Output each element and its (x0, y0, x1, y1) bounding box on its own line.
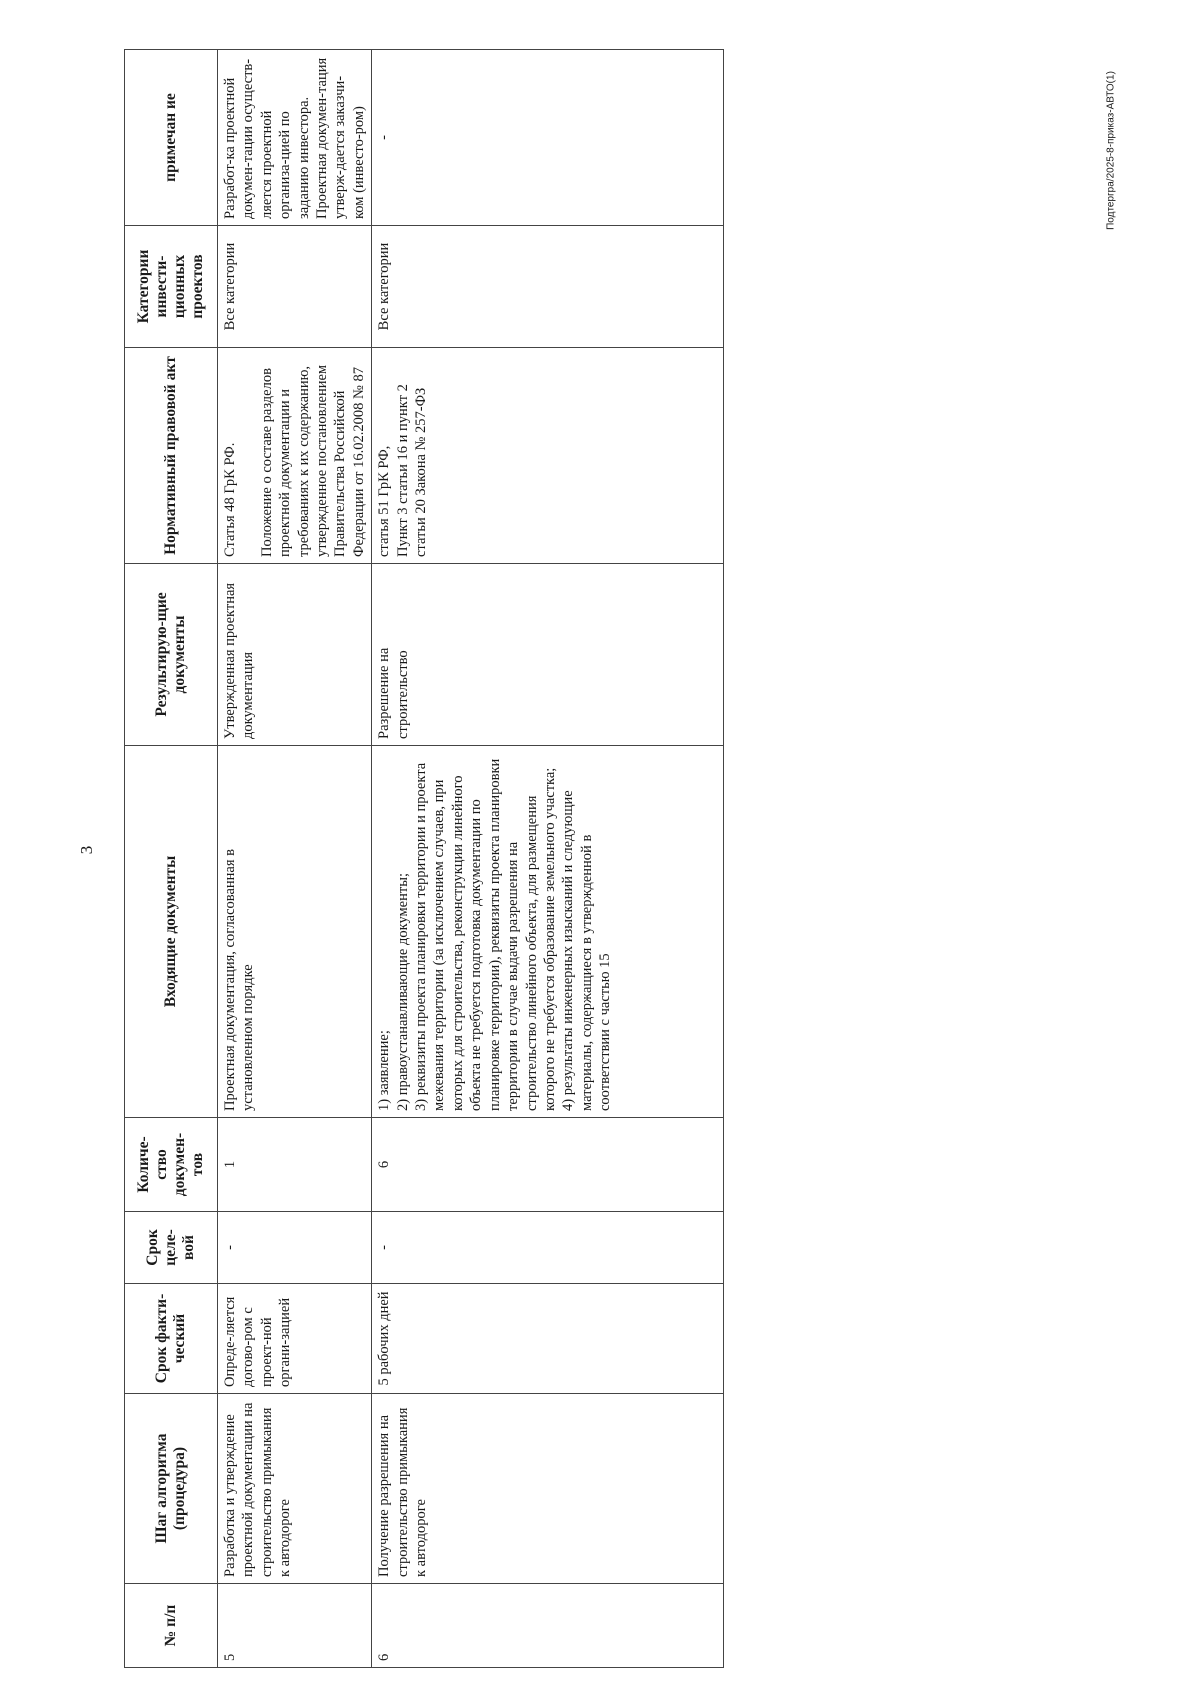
cell-result-docs: Утвержденная проектная документация (218, 564, 372, 746)
cell-actual-term: Опреде-ляется догово-ром с проект-ной органи-зацией (218, 1284, 372, 1394)
cell-input-docs: 1) заявление; 2) правоустанавливающие документы; 3) реквизиты проекта планировки территории и проекта межевания территории (за исключением случаев, при которых для строительства, реконструкции линейного объекта не требуется подготовка документации по планировке территории), реквизиты проекта планировки территории в случае выдачи разрешения на строительство линейного объекта, для размещения которого не требуется образование земельного участка; 4) результаты инженерных изысканий и следующие материалы, содержащиеся в утвержденной в соответствии с частью 15 (372, 746, 724, 1118)
header-actual-term: Срок факти-ческий (125, 1284, 218, 1394)
cell-note: Разработ-ка проектной докумен-тации осуществ-ляется проектной организа-цией по заданию инвестора. Проектная докумен-тация утверж-дается заказчи-ком (инвесто-ром) (218, 50, 372, 226)
page-number: 3 (77, 845, 96, 855)
header-note: примечан ие (125, 50, 218, 226)
rotated-table-container (124, 50, 1084, 1668)
footer-code: Подтергра/2025-8-приказ-АВТО(1) (1105, 71, 1117, 230)
cell-categories: Все категории (218, 226, 372, 348)
header-legal-act: Нормативный правовой акт (125, 348, 218, 564)
cell-step: Разработка и утверждение проектной документации на строительство примыкания к автодороге (218, 1394, 372, 1584)
header-result-docs: Результирую-щие документы (125, 564, 218, 746)
header-number: № п/п (125, 1584, 218, 1668)
table-row (218, 50, 372, 1668)
cell-input-docs: Проектная документация, согласованная в установленном порядке (218, 746, 372, 1118)
cell-categories: Все категории (372, 226, 724, 348)
cell-doc-count: 6 (372, 1118, 724, 1212)
cell-number: 6 (372, 1584, 724, 1668)
procedure-table (124, 49, 724, 1668)
header-step: Шаг алгоритма (процедура) (125, 1394, 218, 1584)
cell-result-docs: Разрешение на строительство (372, 564, 724, 746)
header-doc-count: Количе-ство докумен-тов (125, 1118, 218, 1212)
cell-target-term: - (218, 1212, 372, 1284)
cell-number: 5 (218, 1584, 372, 1668)
table-header-row (125, 50, 218, 1668)
header-categories: Категории инвести-ционных проектов (125, 226, 218, 348)
cell-target-term: - (372, 1212, 724, 1284)
cell-doc-count: 1 (218, 1118, 372, 1212)
header-input-docs: Входящие документы (125, 746, 218, 1118)
cell-note: - (372, 50, 724, 226)
cell-legal-act: Статья 48 ГрК РФ. Положение о составе разделов проектной документации и требованиях к их содержанию, утвержденное постановлением Правительства Российской Федерации от 16.02.2008 № 87 (218, 348, 372, 564)
table-row (372, 50, 724, 1668)
cell-legal-act: статья 51 ГрК РФ, Пункт 3 статьи 16 и пункт 2 статьи 20 Закона № 257-ФЗ (372, 348, 724, 564)
cell-actual-term: 5 рабочих дней (372, 1284, 724, 1394)
header-target-term: Срок целе-вой (125, 1212, 218, 1284)
cell-step: Получение разрешения на строительство примыкания к автодороге (372, 1394, 724, 1584)
